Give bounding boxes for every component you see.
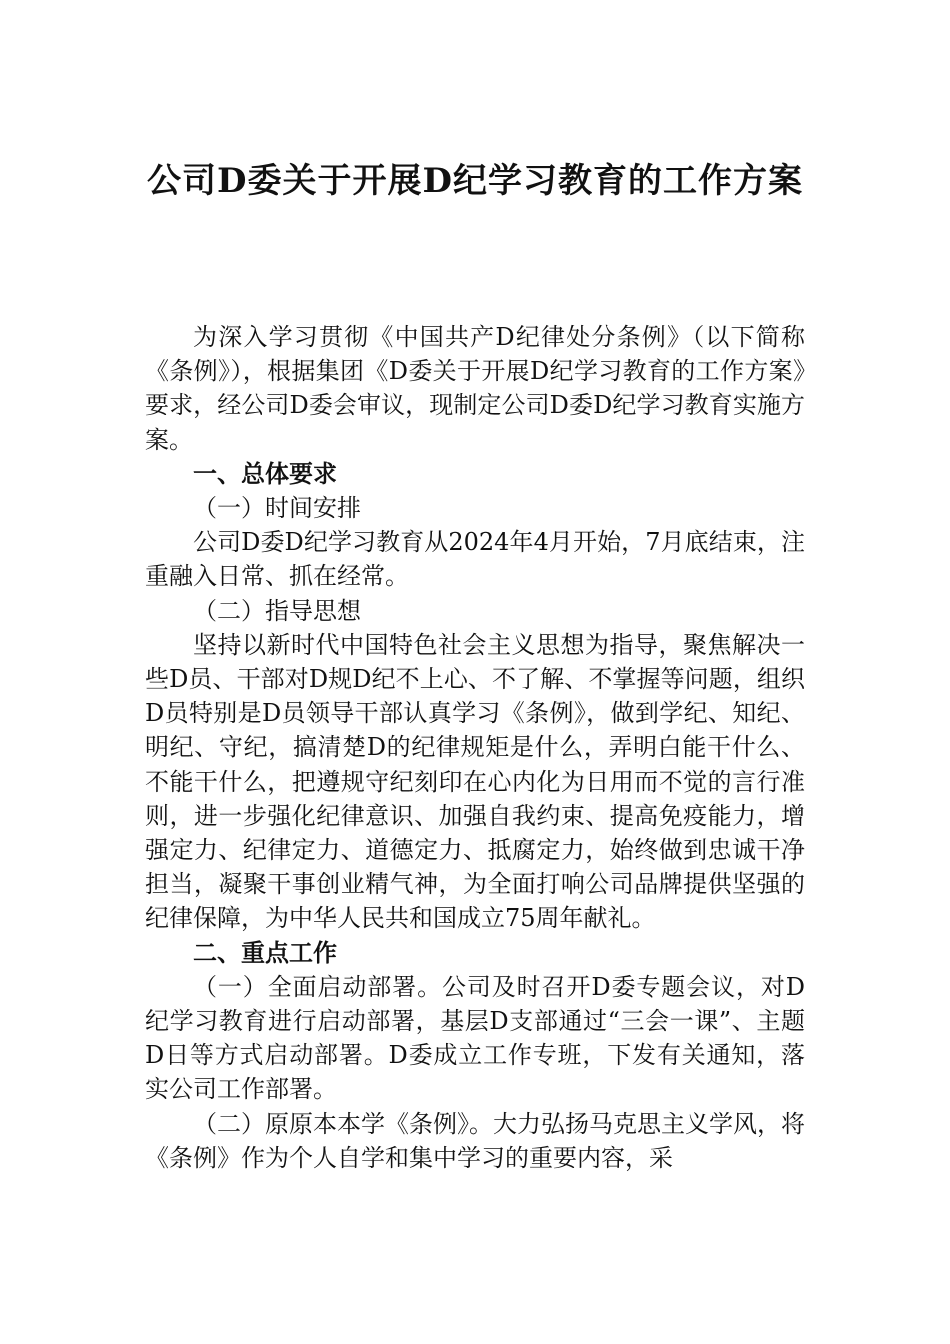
paragraph: 公司D委D纪学习教育从2024年4月开始，7月底结束，注重融入日常、抓在经常。	[145, 528, 805, 591]
paragraph: （一）全面启动部署。公司及时召开D委专题会议，对D纪学习教育进行启动部署，基层D支部通过“三会一课”、主题D日等方式启动部署。D委成立工作专班，下发有关通知，落实公司工作部署。	[145, 972, 805, 1104]
section-heading: 二、重点工作	[193, 937, 337, 967]
subsection-heading: （二）指导思想	[193, 596, 361, 625]
section-heading: 一、总体要求	[193, 458, 337, 488]
paragraph: 坚持以新时代中国特色社会主义思想为指导，聚焦解决一些D员、干部对D规D纪不上心、不了解、不掌握等问题，组织D员特别是D员领导干部认真学习《条例》，做到学纪、知纪、明纪、守纪，搞清楚D的纪律规矩是什么，弄明白能干什么、不能干什么，把遵规守纪刻印在心内化为日用而不觉的言行准则，进一步强化纪律意识、加强自我约束、提高免疫能力，增强定力、纪律定力、道德定力、抵腐定力，始终做到忠诚干净担当，凝聚干事创业精气神，为全面打响公司品牌提供坚强的纪律保障，为中华人民共和国成立75周年献礼。	[145, 630, 805, 933]
document-body	[145, 320, 805, 1175]
paragraph: 为深入学习贯彻《中国共产D纪律处分条例》（以下简称《条例》），根据集团《D委关于开展D纪学习教育的工作方案》要求，经公司D委会审议，现制定公司D委D纪学习教育实施方案。	[145, 323, 805, 454]
document-title: 公司D委关于开展D纪学习教育的工作方案	[147, 161, 803, 201]
subsection-heading: （一）时间安排	[193, 494, 361, 523]
paragraph: （二）原原本本学《条例》。大力弘扬马克思主义学风，将《条例》作为个人自学和集中学习的重要内容，采	[145, 1109, 805, 1172]
